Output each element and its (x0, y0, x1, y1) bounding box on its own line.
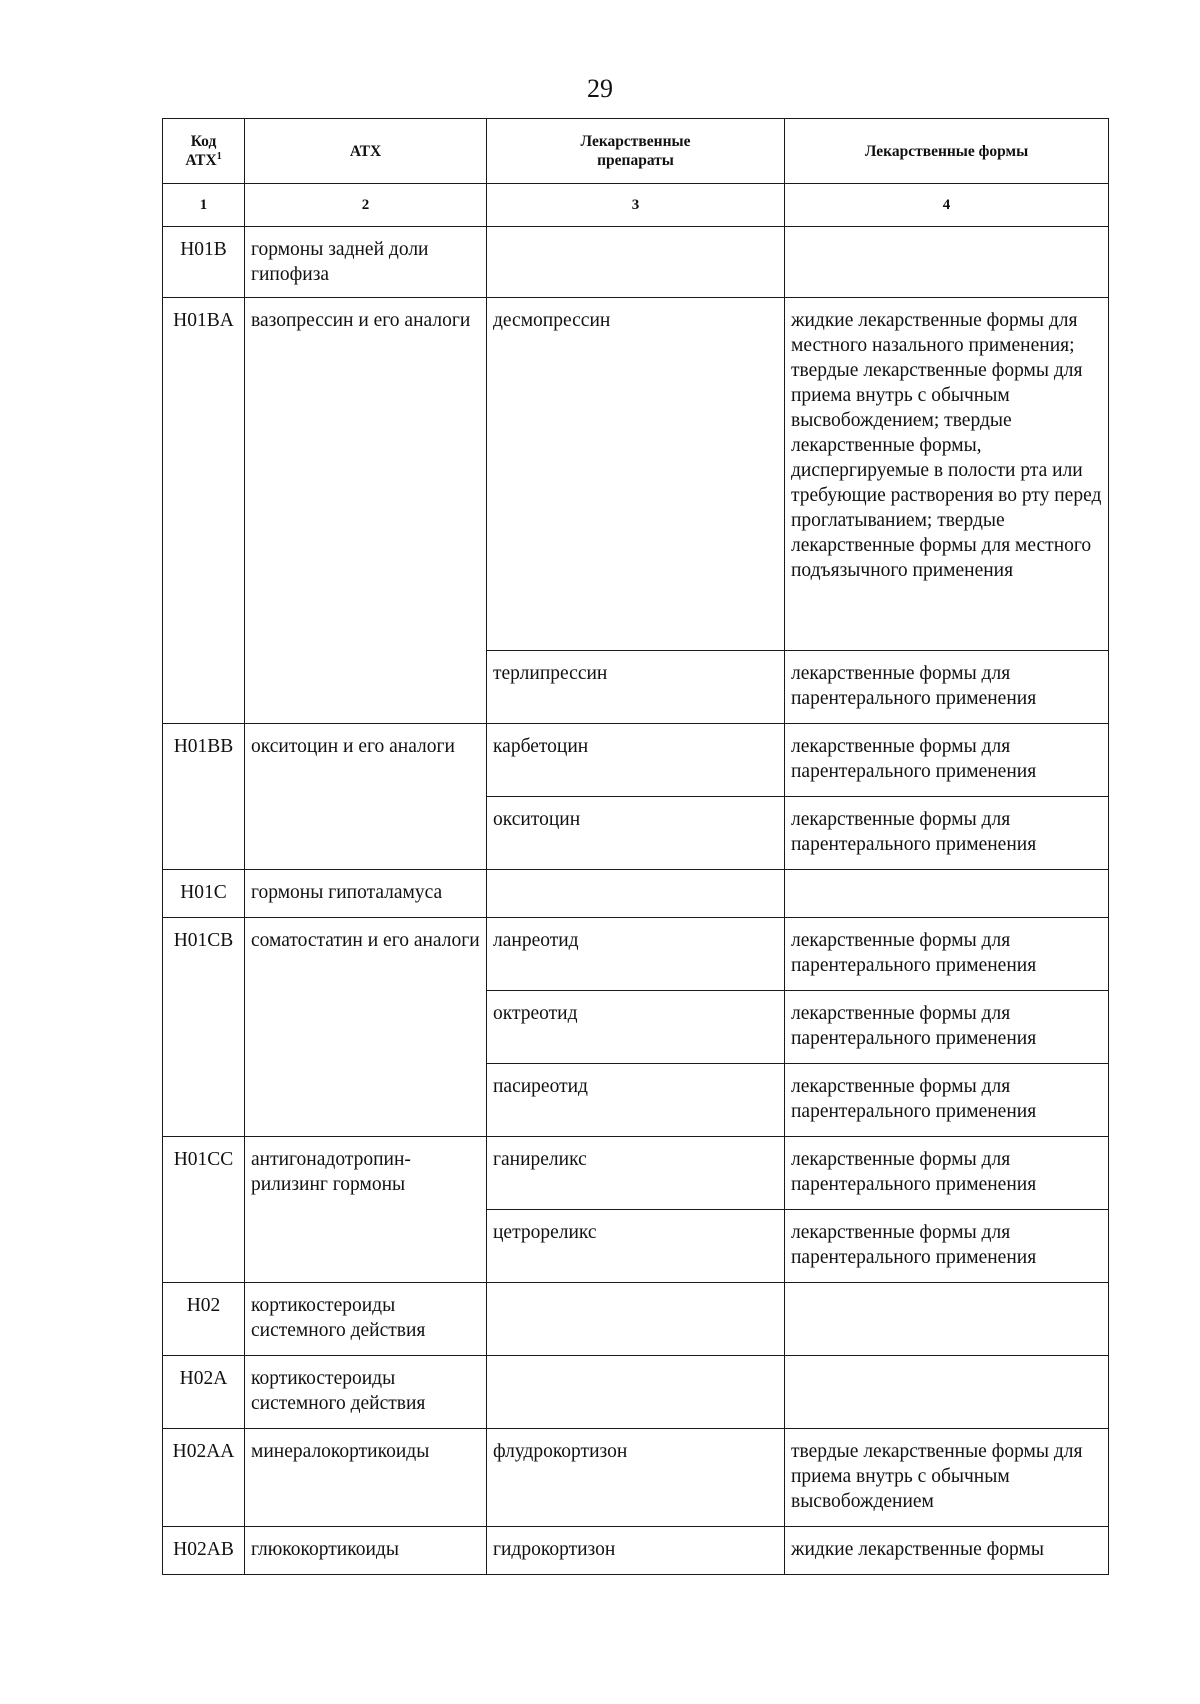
atx-text: антигонадотропин-рилизинг гормоны (251, 1149, 411, 1195)
code-text: H01B (180, 239, 227, 260)
form-text: жидкие лекарственные формы для местного назального применения; твердые лекарственные формы для приема внутрь с обычным высвобождением; твердые лекарственные формы, диспергируемые в полости рта или требующие растворения во рту перед проглатыванием; твердые лекарственные формы для местного подъязычного применения (791, 310, 1102, 581)
form-cell (785, 227, 1109, 298)
atx-cell (245, 1527, 487, 1575)
code-cell (163, 870, 245, 918)
form-text: лекарственные формы для парентерального применения (791, 930, 1037, 976)
atx-cell (245, 870, 487, 918)
code-text: H01CB (173, 930, 234, 951)
table-row (163, 298, 1109, 651)
drug-text: карбетоцин (493, 736, 589, 757)
code-cell (163, 918, 245, 1137)
form-cell (785, 870, 1109, 918)
form-cell (785, 1137, 1109, 1210)
atx-cell (245, 918, 487, 1137)
drug-cell (487, 724, 785, 797)
code-text: H02AA (172, 1441, 235, 1462)
form-cell (785, 298, 1109, 651)
header-drugs-line2: препараты (597, 152, 674, 169)
col-number: 4 (785, 184, 1109, 227)
drug-text: цетрореликс (493, 1222, 597, 1243)
col-number: 2 (245, 184, 487, 227)
header-code (163, 119, 245, 184)
code-cell (163, 724, 245, 870)
drug-cell (487, 918, 785, 991)
drug-text: окситоцин (493, 809, 581, 830)
code-cell (163, 298, 245, 724)
header-row (163, 119, 1109, 184)
code-text: H01BA (173, 310, 234, 331)
code-text: H01CC (173, 1149, 234, 1170)
atx-text: соматостатин и его аналоги (251, 930, 480, 951)
form-cell (785, 1429, 1109, 1527)
header-drugs-line1: Лекарственные (580, 133, 691, 150)
atx-cell (245, 1429, 487, 1527)
drug-cell (487, 1210, 785, 1283)
code-text: H02AB (173, 1539, 234, 1560)
atx-table (162, 118, 1109, 1575)
atx-text: окситоцин и его аналоги (251, 736, 455, 757)
drug-text: октреотид (493, 1003, 578, 1024)
atx-text: кортикостероиды системного действия (251, 1368, 426, 1414)
form-text: лекарственные формы для парентерального применения (791, 736, 1037, 782)
drug-text: десмопрессин (493, 310, 611, 331)
atx-cell (245, 227, 487, 298)
drug-cell (487, 1137, 785, 1210)
atx-text: минералокортикоиды (251, 1441, 430, 1462)
drug-text: пасиреотид (493, 1076, 588, 1097)
drug-cell (487, 870, 785, 918)
atx-cell (245, 1283, 487, 1356)
code-cell (163, 227, 245, 298)
header-atx: АТХ (245, 119, 487, 184)
code-text: H01BB (173, 736, 234, 757)
form-cell (785, 918, 1109, 991)
table-row (163, 1137, 1109, 1210)
col-number: 3 (487, 184, 785, 227)
drug-cell (487, 991, 785, 1064)
drug-cell (487, 298, 785, 651)
code-cell (163, 1356, 245, 1429)
form-cell (785, 651, 1109, 724)
code-cell (163, 1527, 245, 1575)
drug-text: флудрокортизон (493, 1441, 628, 1462)
header-drugs (487, 119, 785, 184)
atx-text: вазопрессин и его аналоги (251, 310, 471, 331)
form-cell (785, 724, 1109, 797)
drug-cell (487, 1356, 785, 1429)
drug-cell (487, 1429, 785, 1527)
form-text: лекарственные формы для парентерального применения (791, 1076, 1037, 1122)
form-text: лекарственные формы для парентерального применения (791, 809, 1037, 855)
form-text: лекарственные формы для парентерального применения (791, 1222, 1037, 1268)
code-text: H02A (179, 1368, 228, 1389)
header-forms: Лекарственные формы (785, 119, 1109, 184)
form-cell (785, 1064, 1109, 1137)
table-row (163, 1356, 1109, 1429)
footnote-marker: 1 (216, 150, 222, 162)
page-number: 29 (587, 74, 613, 103)
table-row (163, 870, 1109, 918)
form-cell (785, 1527, 1109, 1575)
table-row (163, 918, 1109, 991)
table-row (163, 1527, 1109, 1575)
form-text: твердые лекарственные формы для приема внутрь с обычным высвобождением (791, 1441, 1083, 1512)
form-cell (785, 991, 1109, 1064)
column-number-row (163, 184, 1109, 227)
drug-cell (487, 227, 785, 298)
form-cell (785, 797, 1109, 870)
atx-text: гормоны гипоталамуса (251, 882, 443, 903)
drug-cell (487, 1283, 785, 1356)
atx-text: гормоны задней доли гипофиза (251, 239, 429, 285)
form-text: лекарственные формы для парентерального применения (791, 1149, 1037, 1195)
table-row (163, 1429, 1109, 1527)
form-cell (785, 1283, 1109, 1356)
form-cell (785, 1210, 1109, 1283)
table-row (163, 1283, 1109, 1356)
atx-cell (245, 1356, 487, 1429)
code-text: H01C (180, 882, 227, 903)
form-cell (785, 1356, 1109, 1429)
drug-cell (487, 1064, 785, 1137)
form-text: лекарственные формы для парентерального применения (791, 1003, 1037, 1049)
drug-text: гидрокортизон (493, 1539, 616, 1560)
drug-text: терлипрессин (493, 663, 608, 684)
table-row (163, 724, 1109, 797)
drug-text: ганиреликс (493, 1149, 587, 1170)
form-text: жидкие лекарственные формы (791, 1539, 1044, 1560)
form-text: лекарственные формы для парентерального применения (791, 663, 1037, 709)
table-row (163, 227, 1109, 298)
code-text: H02 (186, 1295, 221, 1316)
atx-cell (245, 298, 487, 724)
drug-text: ланреотид (493, 930, 579, 951)
code-cell (163, 1283, 245, 1356)
atx-cell (245, 724, 487, 870)
code-cell (163, 1137, 245, 1283)
col-number: 1 (163, 184, 245, 227)
drug-cell (487, 651, 785, 724)
drug-cell (487, 797, 785, 870)
drug-cell (487, 1527, 785, 1575)
atx-text: кортикостероиды системного действия (251, 1295, 426, 1341)
header-code-line1: Код (190, 133, 217, 150)
code-cell (163, 1429, 245, 1527)
atx-cell (245, 1137, 487, 1283)
header-code-line2: АТХ (185, 152, 217, 169)
atx-text: глюкокортикоиды (251, 1539, 399, 1560)
